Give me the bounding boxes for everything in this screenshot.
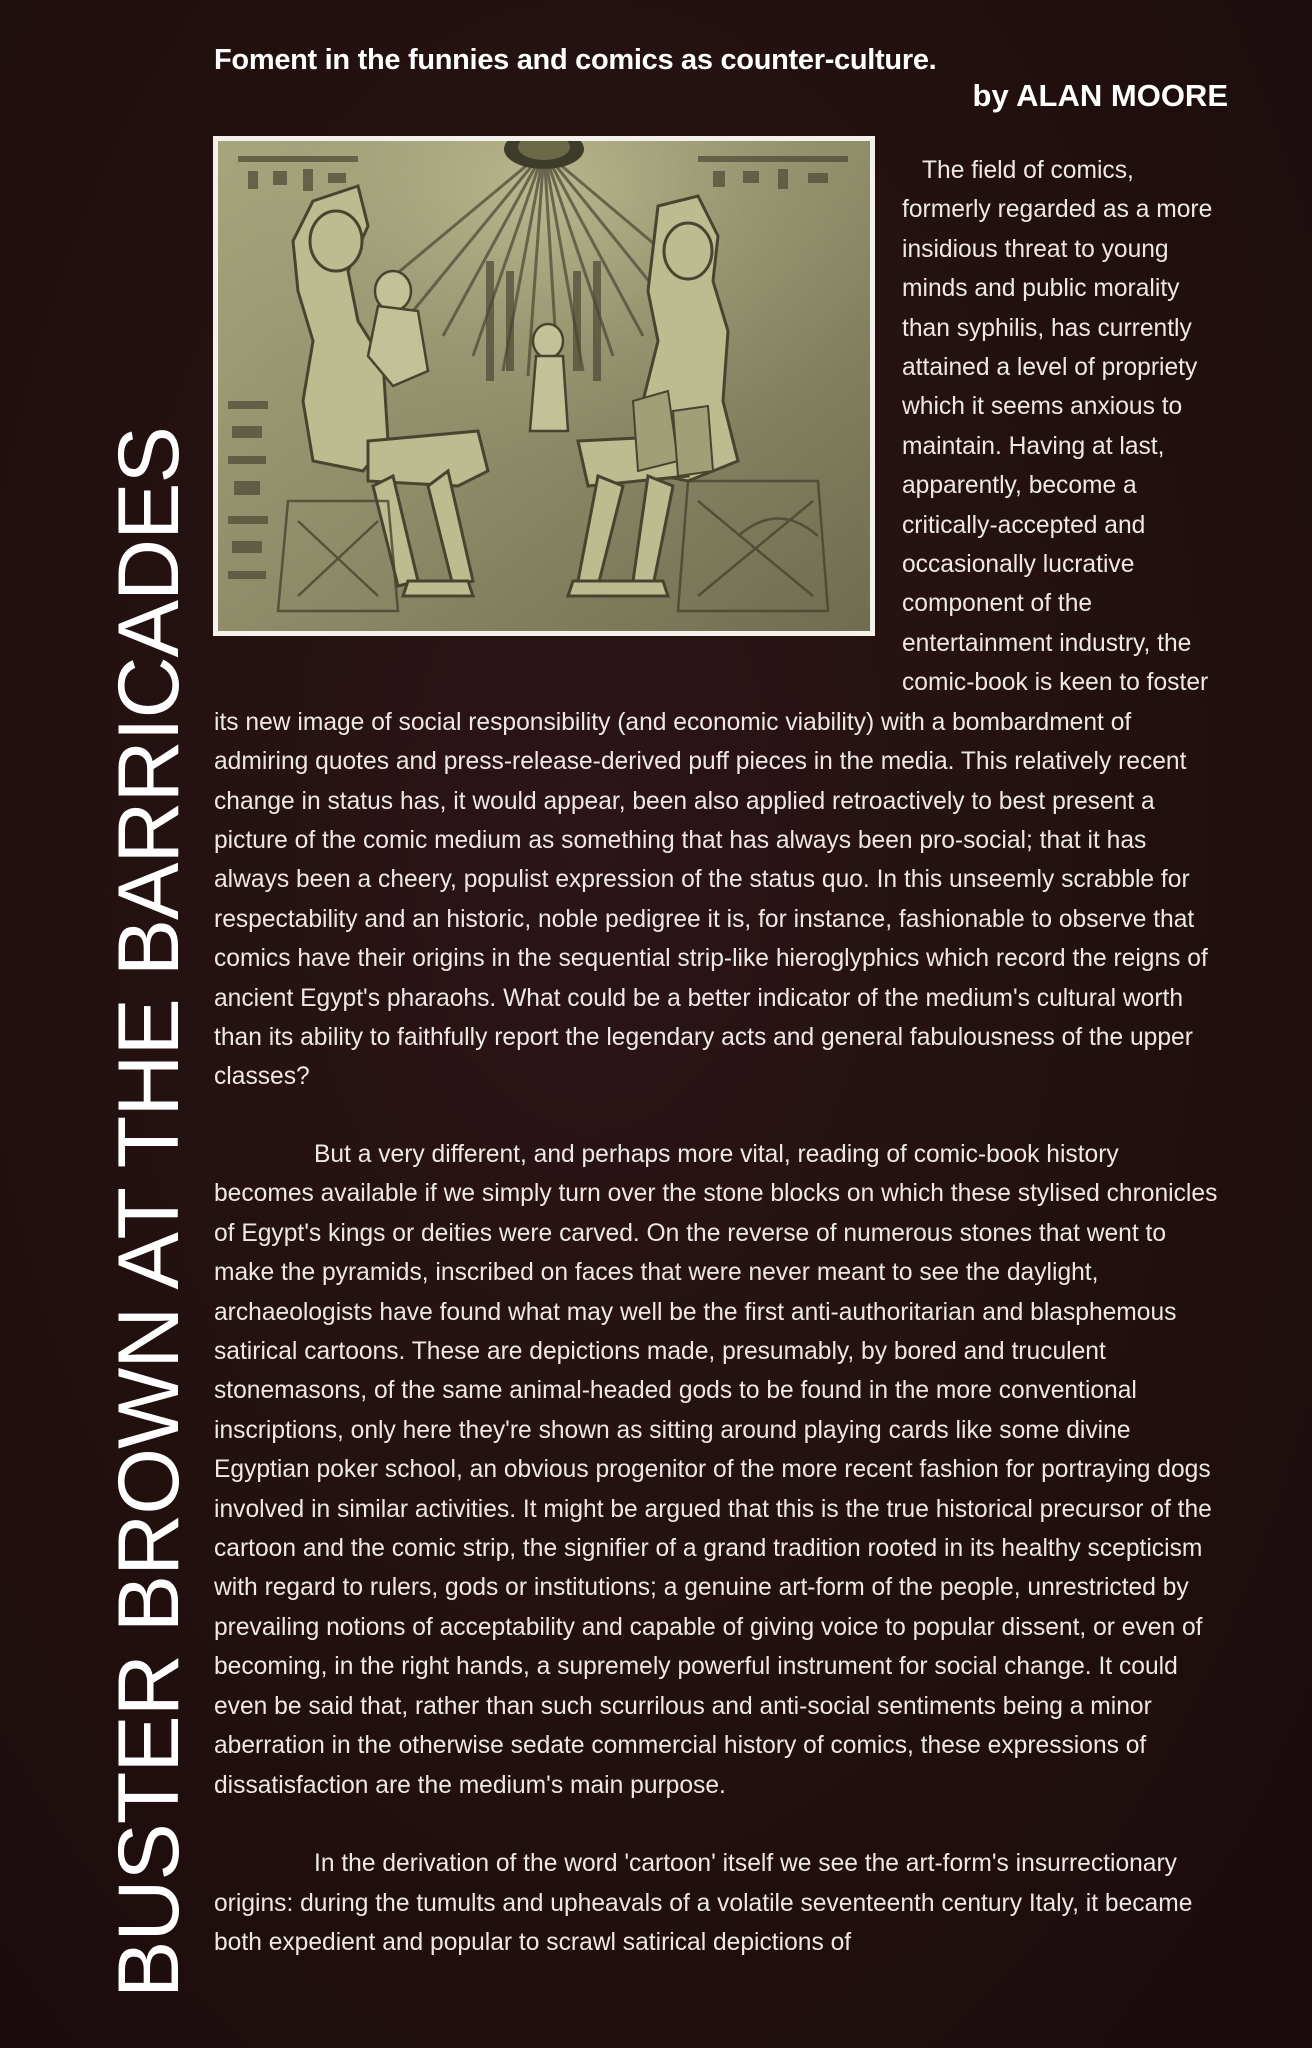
article-body [214,1135,1224,2002]
article-paragraph-1: The field of comics, formerly regarded as a more insidious threat to young minds and public morality than syphilis, has currently attained a level of propriety which it seems anxious to maintain. Having at last, apparently, become a critically-accepted and occasionally lucrative component of the entertainment industry, the comic-book is keen to foster its new image of social responsibility (and economic viability) with a bombardment of admiring quotes and press-release-derived puff pieces in the media. This relatively recent change in status has, it would appear, been also applied retroactively to best present a picture of the comic medium as something that has always been pro-social; that it has always been a cheery, populist expression of the status quo. In this unseemly scrabble for respectability and an historic, noble pedigree it is, for instance, fashionable to observe that comics have their origins in the sequential strip-like hieroglyphics which record the reigns of ancient Egypt's pharaohs. What could be a better indicator of the medium's cultural worth than its ability to faithfully report the legendary acts and general fabulousness of the upper classes? [214,151,1224,1097]
figure-wrap-space [214,151,902,670]
article-paragraph-3: In the derivation of the word 'cartoon' itself we see the art-form's insurrectionary origins: during the tumults and upheavals of a volatile seventeenth century Italy, it became both expedient and popular to scrawl satirical depictions of [214,1850,1193,1957]
article-subtitle: Foment in the funnies and comics as counter-culture. [214,44,937,76]
running-title: BUSTER BROWN AT THE BARRICADES [101,427,197,1998]
running-title-spine [90,40,210,2020]
article-byline: by ALAN MOORE [972,78,1228,113]
article-paragraph-2: But a very different, and perhaps more vital, reading of comic-book history becomes available if we simply turn over the stone blocks on which these stylised chronicles of Egypt's kings or deities were carved. On the reverse of numerous stones that went to make the pyramids, inscribed on faces that were never meant to see the daylight, archaeologists have found what may well be the first anti-authoritarian and blasphemous satirical cartoons. These are depictions made, presumably, by bored and truculent stonemasons, of the same animal-headed gods to be found in the more conventional inscriptions, only here they're shown as sitting around playing cards like some divine Egyptian poker school, an obvious progenitor of the more recent fashion for portraying dogs involved in similar activities. It might be argued that this is the true historical precursor of the cartoon and the comic strip, the signifier of a grand tradition rooted in its healthy scepticism with regard to rulers, gods or institutions; a genuine art-form of the people, unrestricted by prevailing notions of acceptability and capable of giving voice to popular dissent, or even of becoming, in the right hands, a supremely powerful instrument for social change. It could even be said that, rather than such scurrilous and anti-social sentiments being a minor aberration in the otherwise sedate commercial history of comics, these expressions of dissatisfaction are the medium's main purpose. [214,1141,1218,1799]
